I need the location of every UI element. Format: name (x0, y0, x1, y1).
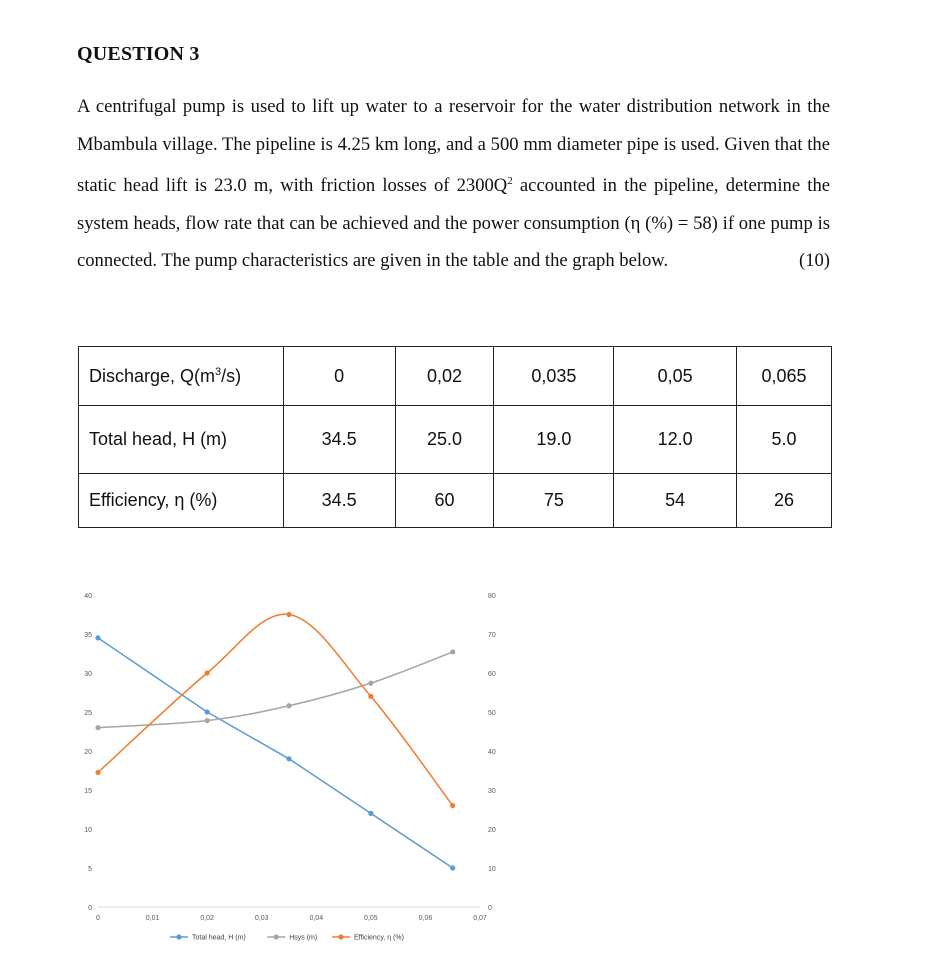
data-point-0 (450, 865, 455, 870)
table-cell: 34.5 (283, 474, 395, 528)
y-left-tick-label: 20 (84, 749, 92, 756)
chart-svg (80, 585, 520, 955)
marks-label: (10) (799, 250, 830, 272)
data-point-1 (286, 703, 291, 708)
y-left-tick-label: 30 (84, 671, 92, 678)
data-point-1 (368, 681, 373, 686)
table-cell: 54 (614, 474, 737, 528)
question-paragraph (77, 88, 830, 280)
y-left-tick-label: 25 (84, 710, 92, 717)
row-header-discharge: Discharge, $Q(m^3/s)$ (79, 347, 284, 406)
table-cell: 19.0 (494, 406, 614, 474)
data-point-2 (205, 670, 210, 675)
y-left-tick-label: 15 (84, 788, 92, 795)
data-point-2 (450, 803, 455, 808)
table-cell: 25.0 (395, 406, 494, 474)
data-point-0 (95, 635, 100, 640)
x-tick-label: 0 (96, 915, 100, 922)
table-row-discharge (79, 347, 832, 406)
y-right-tick-label: 70 (488, 632, 496, 639)
table-cell: 5.0 (737, 406, 832, 474)
y-left-tick-label: 5 (88, 866, 92, 873)
y-left-tick-label: 10 (84, 827, 92, 834)
y-left-tick-label: 35 (84, 632, 92, 639)
y-right-tick-label: 20 (488, 827, 496, 834)
y-right-tick-label: 0 (488, 905, 492, 912)
data-point-1 (95, 725, 100, 730)
x-tick-label: 0,07 (473, 915, 487, 922)
y-right-tick-label: 40 (488, 749, 496, 756)
y-right-tick-label: 80 (488, 593, 496, 600)
y-left-tick-label: 40 (84, 593, 92, 600)
data-point-1 (205, 718, 210, 723)
y-right-tick-label: 30 (488, 788, 496, 795)
superscript-2: 2 (507, 175, 513, 187)
series-line-2 (98, 614, 453, 805)
pump-curve-chart (80, 585, 520, 955)
table-cell: 0,035 (494, 347, 614, 406)
pump-characteristics-table (78, 346, 832, 528)
table-cell: 0,065 (737, 347, 832, 406)
data-point-0 (205, 709, 210, 714)
x-tick-label: 0,02 (200, 915, 214, 922)
data-point-1 (450, 649, 455, 654)
question-text (77, 88, 830, 280)
question-text-part-1: A centrifugal pump is used to lift up water to a reservoir for the water distribution network in the Mbambula village. The pipeline is 4.25 km long, and a 500 mm diameter pipe is used. Given that the static head lift is 23.0 m, with friction losses of 2300Q (77, 96, 830, 197)
table-cell: 26 (737, 474, 832, 528)
table-cell: 0 (283, 347, 395, 406)
row-header-efficiency: Efficiency, η (%) (79, 474, 284, 528)
table-row-efficiency (79, 474, 832, 528)
table-cell: 34.5 (283, 406, 395, 474)
x-tick-label: 0,03 (254, 915, 269, 922)
data-point-0 (286, 756, 291, 761)
x-tick-label: 0,05 (364, 915, 378, 922)
table-cell: 75 (494, 474, 614, 528)
data-point-0 (368, 811, 373, 816)
row-header-head: Total head, H (m) (79, 406, 284, 474)
table-cell: 12.0 (614, 406, 737, 474)
legend-label-0: Total head, H (m) (192, 934, 246, 942)
table-cell: 0,02 (395, 347, 494, 406)
legend-label-1: Hsys (m) (289, 934, 318, 942)
legend-marker-0 (176, 934, 181, 939)
y-right-tick-label: 50 (488, 710, 496, 717)
question-text-part-2: accounted in the pipeline, determine the system heads, flow rate that can be achieved and the power consumption (η (%) = 58) if one pump is connected. The pump characteristics are given in the table and the graph below. (77, 175, 830, 272)
x-tick-label: 0,04 (309, 915, 324, 922)
legend-marker-2 (338, 934, 343, 939)
y-right-tick-label: 60 (488, 671, 496, 678)
y-left-tick-label: 0 (88, 905, 92, 912)
table-cell: 60 (395, 474, 494, 528)
table-cell: 0,05 (614, 347, 737, 406)
data-point-2 (368, 694, 373, 699)
data-point-2 (286, 612, 291, 617)
table-row-head (79, 406, 832, 474)
legend-marker-1 (274, 934, 279, 939)
legend-label-2: Efficiency, η (%) (354, 934, 404, 942)
x-tick-label: 0,01 (145, 915, 160, 922)
data-point-2 (95, 770, 100, 775)
question-heading: QUESTION 3 (77, 43, 200, 65)
series-line-1 (98, 652, 453, 728)
y-right-tick-label: 10 (488, 866, 496, 873)
x-tick-label: 0,06 (418, 915, 433, 922)
